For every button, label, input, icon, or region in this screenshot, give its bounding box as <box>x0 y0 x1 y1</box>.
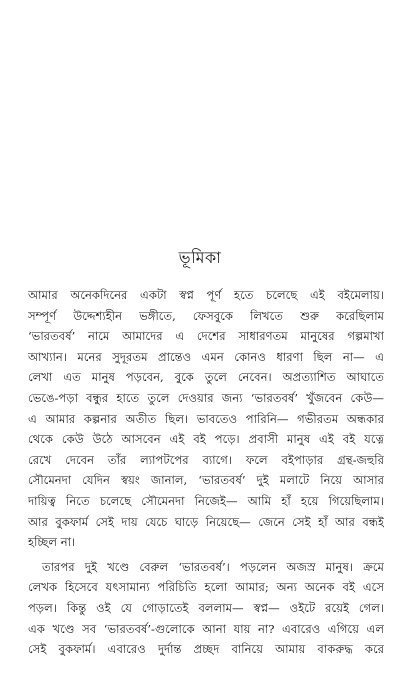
text-line: আর বুকফার্ম সেই দায় যেচে ঘাড়ে নিয়েছে— জেনে সেই হাঁ আর বন্ধই <box>28 514 384 529</box>
text-line: সৌমেনদা যেদিন স্বয়ং জানাল, ‘ভারতবর্ষ’ দুই মলাটে নিয়ে আসার <box>28 473 384 488</box>
text-line: সেই বুকফার্ম। এবারেও দুর্দান্ত প্রচ্ছদ বানিয়ে আমায় বাকরুদ্ধ করে <box>28 642 384 657</box>
text-line: ‘ভারতবর্ষ’ নামে আমাদের এ দেশের সাধারণতম মানুষের গল্পমাখা <box>28 329 384 344</box>
text-line: সম্পূর্ণ উদ্দেশ্যহীন ভঙ্গীতে, ফেসবুকে লিখতে শুরু করেছিলাম <box>28 308 384 323</box>
text-line: রেখে দেবেন তাঁর ল্যাপটপের ব্যাগে। ফলে বইপাড়ার গ্রন্থ-জহুরি <box>28 452 384 467</box>
text-line: ভেঙে-পড়া বন্ধুর হাতে তুলে দেওয়ার জন্য ‘ভারতবর্ষ’ খুঁজবেন কেউ— <box>28 390 384 405</box>
text-line: এক খণ্ডে সব ‘ভারতবর্ষ’-গুলোকে আনা যায় না? এবারেও এগিয়ে এল <box>28 621 384 636</box>
paragraph-2 <box>28 557 384 660</box>
text-line: লেখা এত মানুষ পড়বেন, বুকে তুলে নেবেন। অপ্রত্যাশিত আঘাতে <box>28 370 384 385</box>
paragraph-1 <box>28 285 384 553</box>
page-title: ভূমিকা <box>178 248 222 267</box>
text-line: এ আমার কল্পনার অতীত ছিল। ভাবতেও পারিনি— গভীরতম অন্ধকার <box>28 411 384 426</box>
text-line: দায়িত্ব নিতে চলেছে সৌমেনদা নিজেই— আমি হাঁ হয়ে গিয়েছিলাম। <box>28 493 384 508</box>
text-line: লেখক হিসেবে যৎসামান্য পরিচিতি হলো আমার; অন্য অনেক বই এসে <box>28 580 384 595</box>
text-line: আমার অনেকদিনের একটা স্বপ্ন পূর্ণ হতে চলেছে এই বইমেলায়। <box>28 288 384 302</box>
text-line: থেকে কেউ উঠে আসবেন এই বই পড়ে। প্রবাসী মানুষ এই বই যত্নে <box>28 432 384 447</box>
text-line: পড়ল। কিন্তু ওই যে গোড়াতেই বললাম— স্বপ্ন— ওইটে রয়েই গেল। <box>28 600 384 615</box>
text-line: হচ্ছিল না। <box>28 535 76 550</box>
text-line: তারপর দুই খণ্ডে বেরুল ‘ভারতবর্ষ’। পড়লেন অজস্র মানুষ। ক্রমে <box>42 559 384 574</box>
body-text <box>28 285 384 660</box>
text-line: আখ্যান। মনের সুদূরতম প্রান্তেও এমন কোনও ধারণা ছিল না— এ <box>28 349 384 364</box>
